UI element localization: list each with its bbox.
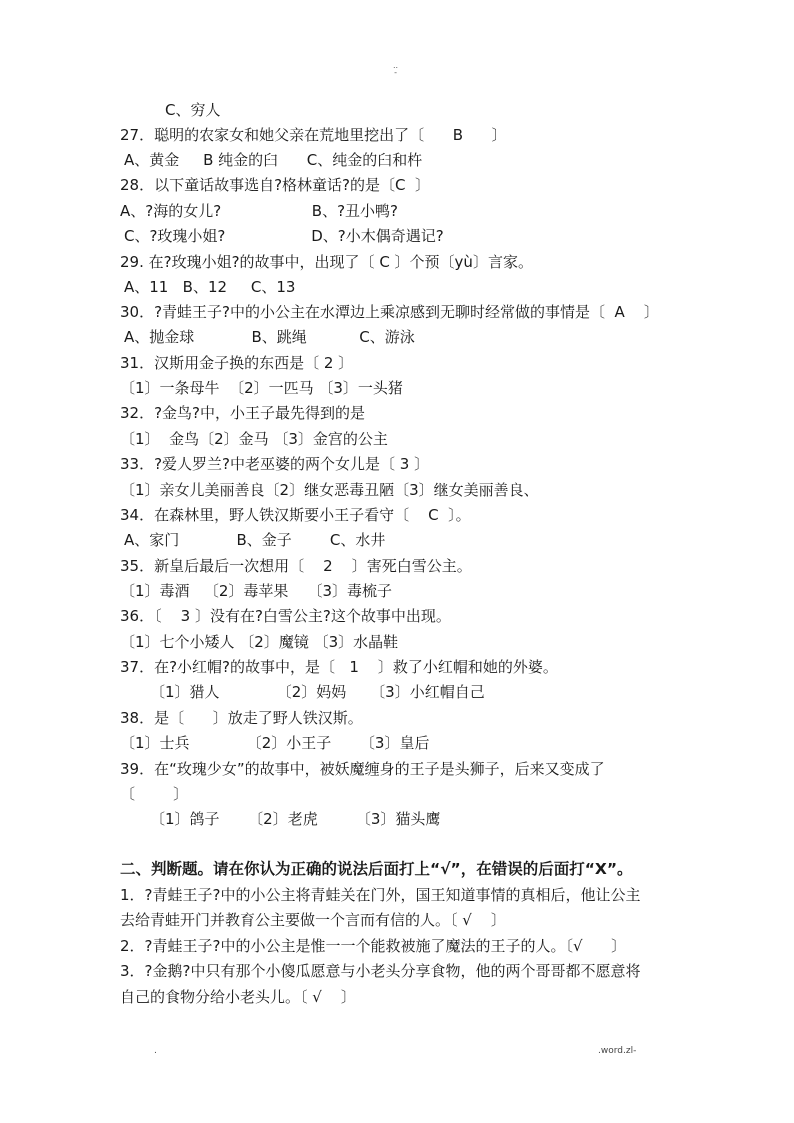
- answer-option-line: 〔1〕一条母牛 〔2〕一匹马 〔3〕一头猪: [120, 379, 403, 397]
- answer-option-line: C、?玫瑰小姐? D、?小木偶奇遇记?: [124, 227, 444, 245]
- answer-option-line: C、穷人: [165, 101, 221, 119]
- statement-line-continued: 去给青蛙开门并教育公主要做一个言而有信的人。〔 √ 〕: [120, 911, 506, 929]
- statement-line: 3．?金鹅?中只有那个小傻瓜愿意与小老头分享食物，他的两个哥哥都不愿意将: [120, 962, 641, 980]
- answer-option-line: A、家门 B、金子 C、水井: [124, 531, 386, 549]
- question-line: 30．?青蛙王子?中的小公主在水潭边上乘凉感到无聊时经常做的事情是〔 A 〕: [120, 303, 659, 321]
- question-line: 37．在?小红帽?的故事中，是〔 1 〕救了小红帽和她的外婆。: [120, 658, 558, 676]
- question-line: 27．聪明的农家女和她父亲在荒地里挖出了〔 B 〕: [120, 126, 507, 144]
- question-line: 38．是〔 〕放走了野人铁汉斯。: [120, 709, 363, 727]
- statement-line-continued: 自己的食物分给小老头儿。〔 √ 〕: [120, 988, 356, 1006]
- answer-option-line: 〔1〕亲女儿美丽善良〔2〕继女恶毒丑陋〔3〕继女美丽善良、: [120, 481, 539, 499]
- page-header-mark: [393, 62, 398, 76]
- question-line: 36．〔 3 〕没有在?白雪公主?这个故事中出现。: [120, 607, 451, 625]
- question-line: 34．在森林里，野人铁汉斯要小王子看守〔 C 〕。: [120, 506, 471, 524]
- question-line: 32．?金鸟?中，小王子最先得到的是: [120, 404, 366, 422]
- statement-line: 2．?青蛙王子?中的小公主是惟一一个能救被施了魔法的王子的人。〔√ 〕: [120, 937, 627, 955]
- answer-option-line: 〔1〕士兵 〔2〕小王子 〔3〕皇后: [120, 734, 430, 752]
- answer-option-line: 〔1〕鸽子 〔2〕老虎 〔3〕猫头鹰: [150, 810, 441, 828]
- header-dash: -: [394, 68, 397, 77]
- header-dots: ..: [393, 61, 399, 70]
- footer-right-mark: .word.zl-: [598, 1046, 637, 1056]
- question-line: 28．以下童话故事选自?格林童话?的是〔C 〕: [120, 176, 431, 194]
- question-line: 39．在“玫瑰少女”的故事中，被妖魔缠身的王子是头狮子，后来又变成了: [120, 760, 605, 778]
- question-line: 29. 在?玫瑰小姐?的故事中，出现了〔 C 〕个预〔yù〕言家。: [120, 253, 533, 271]
- answer-option-line: 〔1〕毒酒 〔2〕毒苹果 〔3〕毒梳子: [120, 582, 393, 600]
- footer-left-mark: .: [154, 1046, 157, 1056]
- section-heading: 二、判断题。请在你认为正确的说法后面打上“√”，在错误的后面打“X”。: [120, 860, 633, 878]
- answer-option-line: A、黄金 B 纯金的臼 C、纯金的臼和杵: [124, 151, 423, 169]
- answer-option-line: 〔1〕七个小矮人 〔2〕魔镜 〔3〕水晶鞋: [120, 633, 399, 651]
- question-line: 35．新皇后最后一次想用〔 2 〕害死白雪公主。: [120, 557, 472, 575]
- statement-line: 1．?青蛙王子?中的小公主将青蛙关在门外，国王知道事情的真相后，他让公主: [120, 886, 641, 904]
- answer-option-line: A、抛金球 B、跳绳 C、游泳: [124, 328, 415, 346]
- answer-option-line: A、11 B、12 C、13: [124, 278, 296, 296]
- answer-option-line: 〔1〕 金鸟〔2〕金马 〔3〕金宫的公主: [120, 430, 388, 448]
- answer-option-line: 〔1〕猎人 〔2〕妈妈 〔3〕小红帽自己: [150, 683, 485, 701]
- answer-option-line: A、?海的女儿? B、?丑小鸭?: [120, 202, 398, 220]
- question-line: 31．汉斯用金子换的东西是〔 2 〕: [120, 354, 354, 372]
- question-line-continued: 〔 〕: [120, 785, 189, 803]
- question-line: 33．?爱人罗兰?中老巫婆的两个女儿是〔 3 〕: [120, 455, 430, 473]
